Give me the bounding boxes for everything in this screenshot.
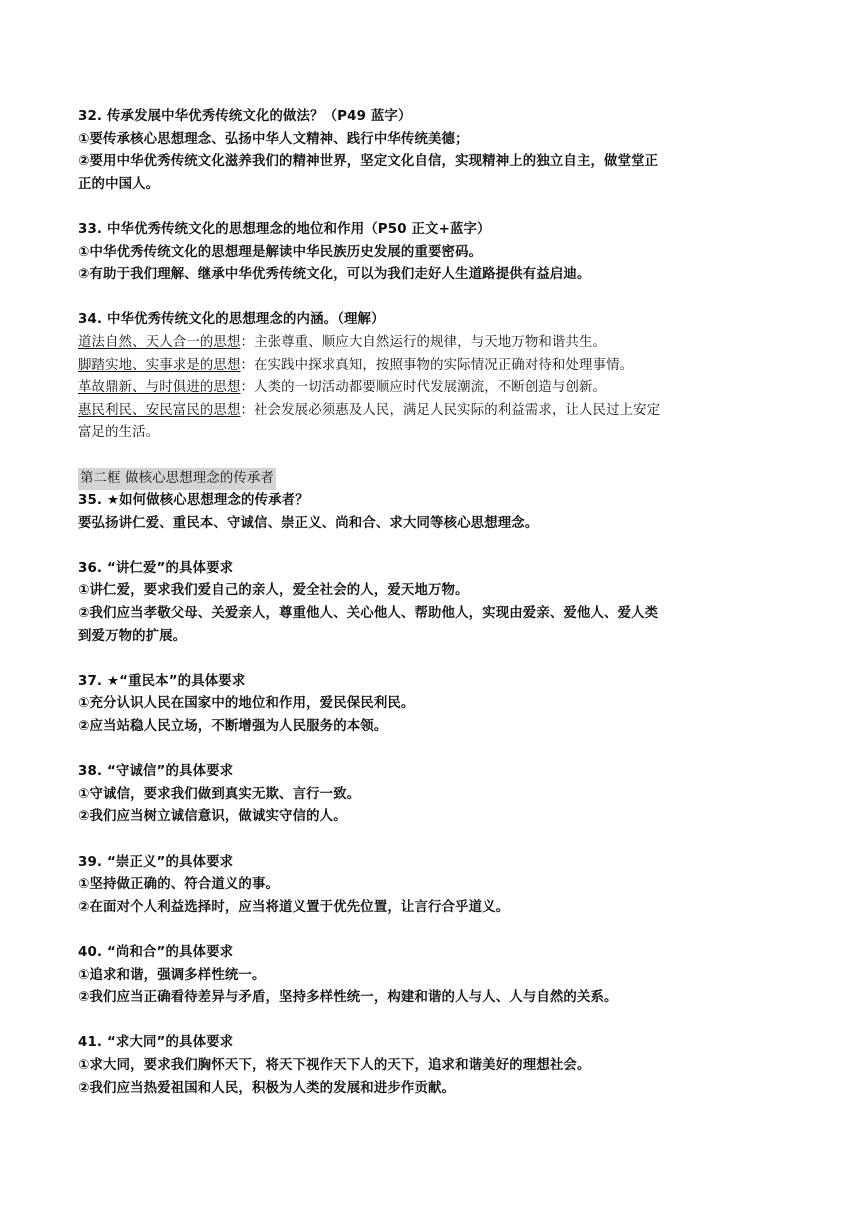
q34-term-2: 脚踏实地、实事求是的思想	[78, 357, 241, 373]
q41-item-2: ②我们应当热爱祖国和人民，积极为人类的发展和进步作贡献。	[78, 1080, 456, 1096]
q34-desc-1: ：主张尊重、顺应大自然运行的规律，与天地万物和谐共生。	[240, 334, 607, 350]
q36-item-1: ①讲仁爱，要求我们爱自己的亲人，爱全社会的人，爱天地万物。	[78, 583, 469, 599]
q40-item-1: ①追求和谐，强调多样性统一。	[78, 967, 266, 983]
spacer	[78, 196, 790, 219]
document-content	[78, 106, 790, 1100]
question-36-title: 36. “讲仁爱”的具体要求	[78, 560, 234, 576]
q34-term-4: 惠民利民、安民富民的思想	[78, 402, 241, 418]
spacer	[78, 535, 790, 558]
q34-item-3	[78, 377, 790, 400]
q40-item-2: ②我们应当正确看待差异与矛盾，坚持多样性统一，构建和谐的人与人、人与自然的关系。	[78, 990, 618, 1006]
q36-item-2: ②我们应当孝敬父母、关爱亲人，尊重他人、关心他人、帮助他人，实现由爱亲、爱他人、爱人类	[78, 606, 659, 622]
spacer	[78, 648, 790, 671]
question-33-title: 33. 中华优秀传统文化的思想理念的地位和作用（P50 正文+蓝字）	[78, 221, 491, 237]
question-38-title: 38. “守诚信”的具体要求	[78, 764, 234, 780]
q41-item-1: ①求大同，要求我们胸怀天下，将天下视作天下人的天下，追求和谐美好的理想社会。	[78, 1057, 591, 1073]
q34-item-2	[78, 355, 790, 378]
question-40-title: 40. “尚和合”的具体要求	[78, 944, 234, 960]
q33-item-1: ①中华优秀传统文化的思想理是解读中华民族历史发展的重要密码。	[78, 244, 483, 260]
q37-item-2: ②应当站稳人民立场，不断增强为人民服务的本领。	[78, 719, 388, 735]
spacer	[78, 919, 790, 942]
q39-item-2: ②在面对个人利益选择时，应当将道义置于优先位置，让言行合乎道义。	[78, 899, 510, 915]
question-37-title: 37. ★“重民本”的具体要求	[78, 673, 246, 689]
spacer	[78, 829, 790, 852]
question-35-title: 35. ★如何做核心思想理念的传承者？	[78, 493, 309, 509]
q38-item-1: ①守诚信，要求我们做到真实无欺、言行一致。	[78, 786, 361, 802]
q34-item-4-cont: 富足的生活。	[78, 425, 160, 441]
q34-desc-3: ：人类的一切活动都要顺应时代发展潮流，不断创造与创新。	[240, 380, 607, 396]
section-header-row	[78, 468, 790, 491]
q32-item-1: ①要传承核心思想理念、弘扬中华人文精神、践行中华传统美德；	[78, 131, 469, 147]
q37-item-1: ①充分认识人民在国家中的地位和作用，爱民保民利民。	[78, 696, 415, 712]
q34-term-3: 革故鼎新、与时俱进的思想	[78, 380, 241, 396]
q38-item-2: ②我们应当树立诚信意识，做诚实守信的人。	[78, 809, 347, 825]
q34-desc-4: ：社会发展必须惠及人民，满足人民实际的利益需求，让人民过上安定	[240, 402, 661, 418]
q36-item-2-cont: 到爱万物的扩展。	[78, 628, 187, 644]
q35-item-1: 要弘扬讲仁爱、重民本、守诚信、崇正义、尚和合、求大同等核心思想理念。	[78, 515, 539, 531]
question-34-title: 34. 中华优秀传统文化的思想理念的内涵。（理解）	[78, 312, 385, 328]
q34-item-1	[78, 332, 790, 355]
question-32-title: 32. 传承发展中华优秀传统文化的做法？（P49 蓝字）	[78, 109, 412, 124]
spacer	[78, 445, 790, 468]
q34-item-4	[78, 400, 790, 423]
spacer	[78, 739, 790, 762]
question-41-title: 41. “求大同”的具体要求	[78, 1035, 234, 1051]
spacer	[78, 1010, 790, 1033]
q39-item-1: ①坚持做正确的、符合道义的事。	[78, 877, 280, 893]
question-39-title: 39. “崇正义”的具体要求	[78, 854, 234, 870]
q34-desc-2: ：在实践中探求真知，按照事物的实际情况正确对待和处理事情。	[240, 357, 634, 373]
section-header: 第二框 做核心思想理念的传承者	[78, 468, 276, 491]
spacer	[78, 287, 790, 310]
q33-item-2: ②有助于我们理解、继承中华优秀传统文化，可以为我们走好人生道路提供有益启迪。	[78, 267, 591, 283]
q32-item-2-cont: 正的中国人。	[78, 176, 160, 192]
q34-term-1: 道法自然、天人合一的思想	[78, 334, 241, 350]
q32-item-2: ②要用中华优秀传统文化滋养我们的精神世界，坚定文化自信，实现精神上的独立自主，做堂堂正	[78, 154, 659, 170]
